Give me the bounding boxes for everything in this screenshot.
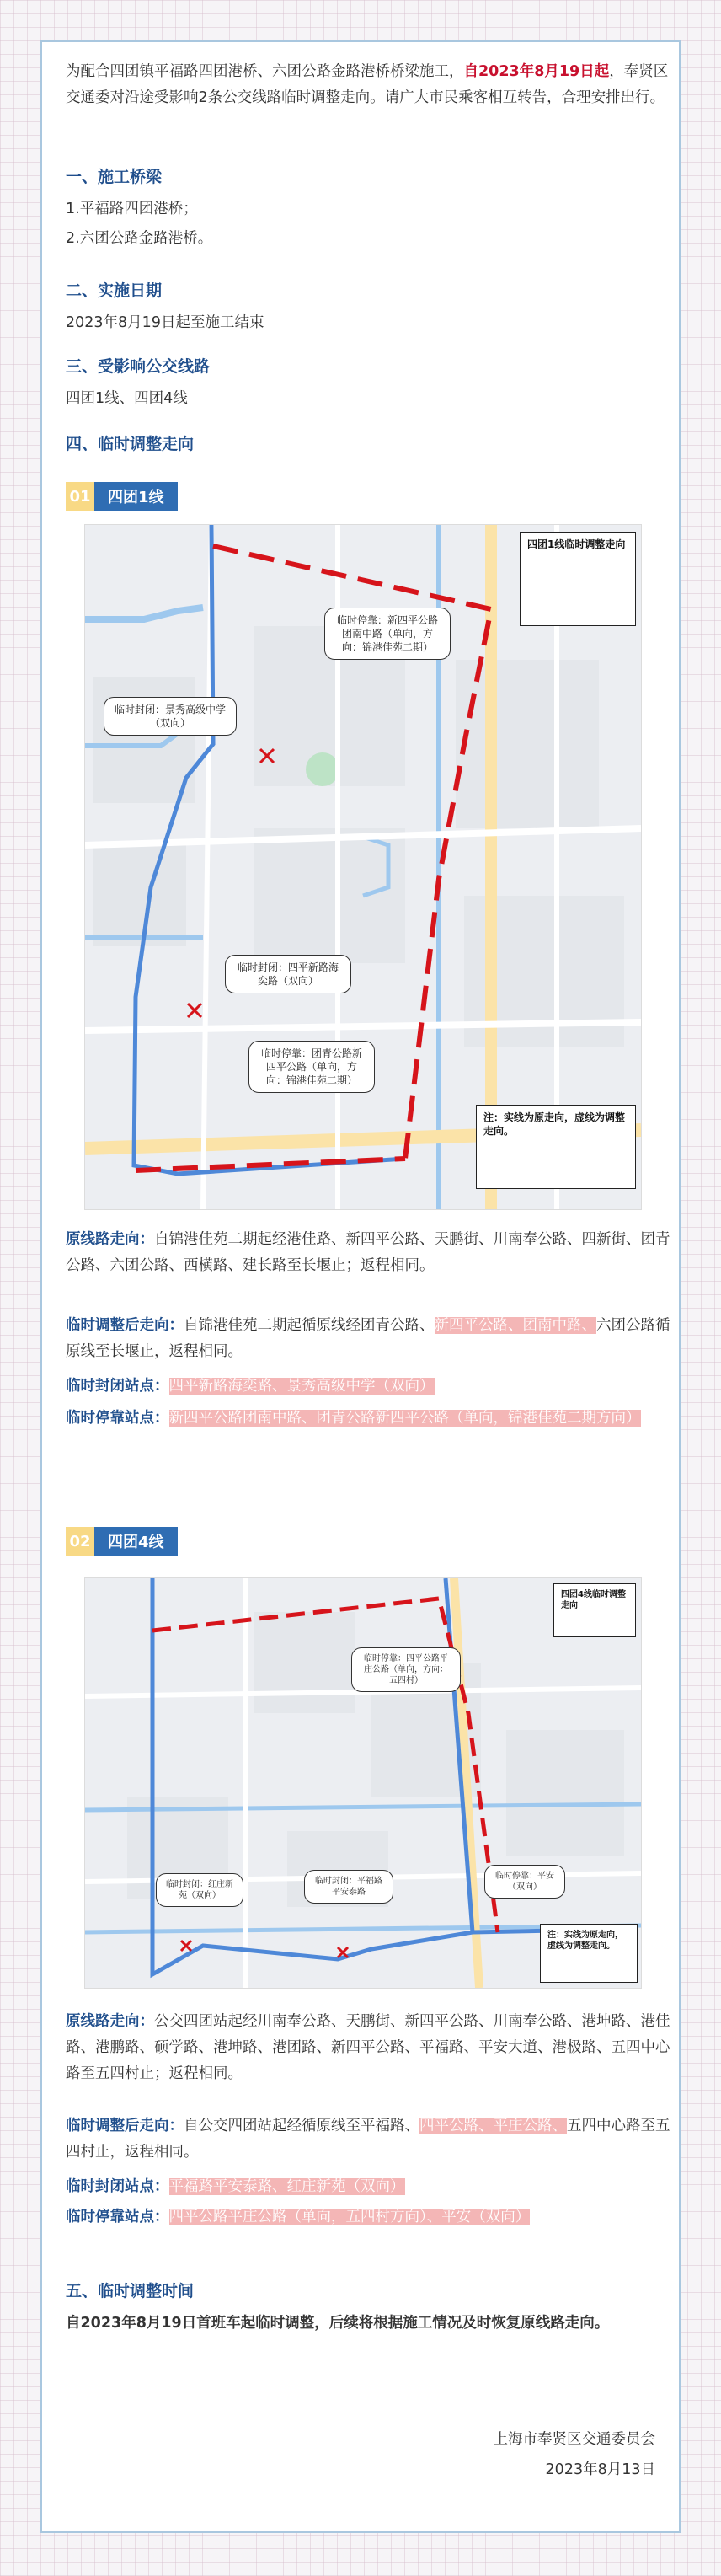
route4-original: [66, 2009, 672, 2087]
route4-orig-text: 公交四团站起经川南奉公路、天鹏街、新四平公路、川南奉公路、港坤路、港佳路、港鹏路、硕学路、港坤路、港团路、新四平公路、平福路、平安大道、港极路、五四中心路至五四村止；返程相同。: [66, 2013, 670, 2082]
route1-adj-highlight: 新四平公路、团南中路、: [434, 1317, 596, 1334]
section-5-title: 五、临时调整时间: [66, 2282, 195, 2300]
route4-adj-pre: 自公交四团站起经循原线至平福路、: [184, 2118, 419, 2134]
route4-stops: [66, 2204, 672, 2231]
route1-name: 四团1线: [94, 482, 178, 511]
route4-stop-label: 临时停靠站点：: [66, 2209, 169, 2225]
route1-closed: [66, 1374, 672, 1400]
route1-badge: [66, 482, 178, 511]
section-4-title: 四、临时调整走向: [66, 435, 195, 453]
intro-text: 为配合四团镇平福路四团港桥、六团公路金路港桥桥梁施工，: [66, 63, 464, 80]
route1-closed-stops: 四平新路海奕路、景秀高级中学（双向）: [168, 1378, 435, 1395]
route1-num: 01: [66, 482, 94, 511]
lines-text: 四团1线、四团4线: [66, 390, 188, 407]
notice-card: [40, 40, 681, 2533]
route4-orig-label: 原线路走向：: [66, 2013, 154, 2030]
route4-callout-4: 临时停靠：平安（双向）: [484, 1865, 565, 1899]
route1-adjusted: [66, 1313, 672, 1365]
route1-closed-label: 临时封闭站点：: [66, 1378, 169, 1395]
section-2-title: 二、实施日期: [66, 281, 163, 300]
route4-adj-post: 五四中心路至五四村止，返程相同。: [66, 2118, 670, 2161]
route1-callout-3: 临时封闭：四平新路海奕路（双向）: [225, 955, 351, 993]
route4-map: [84, 1577, 642, 1989]
route1-callout-1: 临时停靠：新四平公路团南中路（单向，方向：锦港佳苑二期）: [324, 608, 451, 660]
route4-closed-label: 临时封闭站点：: [66, 2178, 169, 2195]
route4-legend-box: 四团4线临时调整走向: [553, 1583, 636, 1637]
route4-callout-3: 临时封闭：平福路平安泰路: [304, 1870, 393, 1904]
route1-stops: [66, 1406, 672, 1432]
route4-closed-stops: 平福路平安泰路、红庄新苑（双向）: [168, 2178, 405, 2195]
route4-num: 02: [66, 1527, 94, 1556]
route4-adjusted: [66, 2113, 672, 2166]
route4-adj-label: 临时调整后走向：: [66, 2118, 184, 2134]
route1-callout-2: 临时封闭：景秀高级中学（双向）: [104, 697, 237, 736]
route4-closed: [66, 2174, 672, 2200]
route4-name: 四团4线: [94, 1527, 178, 1556]
route4-temp-stops: 四平公路平庄公路（单向，五四村方向）、平安（双向）: [168, 2209, 531, 2225]
route1-temp-stops: 新四平公路团南中路、团青公路新四平公路（单向，锦港佳苑二期方向）: [168, 1410, 641, 1427]
route1-adj-label: 临时调整后走向：: [66, 1317, 184, 1334]
route1-legend-box: 四团1线临时调整走向: [520, 532, 636, 626]
intro-text-rest: ，奉贤区交通委对沿途受影响2条公交线路临时调整走向。请广大市民乘客相互转告，合理安排出行。: [66, 63, 669, 106]
bridge-item-2: 2.六团公路金路港桥。: [66, 230, 213, 247]
route1-note: 注：实线为原走向，虚线为调整走向。: [476, 1105, 636, 1189]
route4-badge: [66, 1527, 178, 1556]
signature-org: 上海市奉贤区交通委员会: [493, 2431, 655, 2448]
route1-adj-pre: 自锦港佳苑二期起循原线经团青公路、: [184, 1317, 435, 1334]
route4-adj-highlight: 四平公路、平庄公路、: [419, 2118, 567, 2134]
route1-adj-post: 六团公路循原线至长堰止，返程相同。: [66, 1317, 670, 1360]
route4-callout-2: 临时封闭：红庄新苑（双向）: [156, 1873, 243, 1907]
route4-callout-1: 临时停靠：四平公路平庄公路（单向，方向：五四村）: [351, 1647, 461, 1692]
route1-stop-label: 临时停靠站点：: [66, 1410, 169, 1427]
section-3-title: 三、受影响公交线路: [66, 357, 211, 376]
route1-original: [66, 1227, 672, 1279]
route1-callout-4: 临时停靠：团青公路新四平公路（单向，方向：锦港佳苑二期）: [248, 1041, 375, 1093]
route1-map: [84, 524, 642, 1210]
route1-orig-text: 自锦港佳苑二期起经港佳路、新四平公路、天鹏街、川南奉公路、四新街、团青公路、六团公路、西横路、建长路至长堰止；返程相同。: [66, 1231, 670, 1274]
route1-orig-label: 原线路走向：: [66, 1231, 154, 1248]
intro-paragraph: [66, 59, 672, 111]
route4-note: 注：实线为原走向，虚线为调整走向。: [540, 1924, 638, 1983]
intro-date: 自2023年8月19日起: [463, 63, 610, 80]
adjust-time-text: 自2023年8月19日首班车起临时调整，后续将根据施工情况及时恢复原线路走向。: [66, 2315, 610, 2332]
signature-date: 2023年8月13日: [545, 2461, 655, 2478]
section-1-title: 一、施工桥梁: [66, 168, 163, 186]
bridge-item-1: 1.平福路四团港桥；: [66, 201, 198, 217]
date-text: 2023年8月19日起至施工结束: [66, 314, 264, 331]
